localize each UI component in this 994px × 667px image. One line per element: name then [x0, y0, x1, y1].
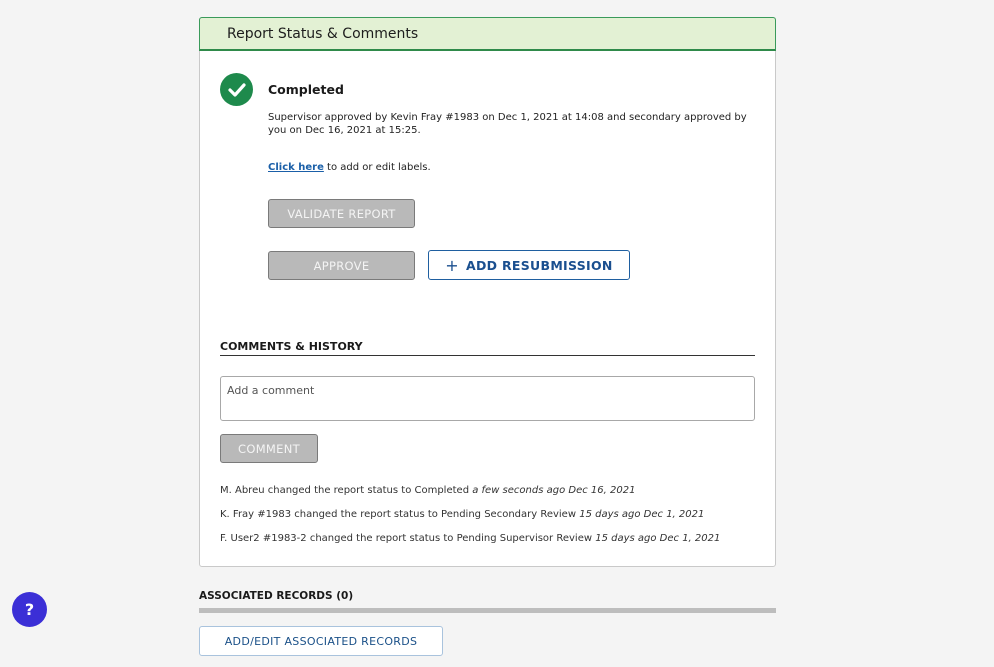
history-item [220, 532, 720, 556]
history-text: M. Abreu changed the report status to Completed [220, 485, 473, 496]
history-time: a few seconds ago Dec 16, 2021 [472, 485, 636, 496]
status-title: Completed [268, 82, 344, 97]
history-item [220, 484, 720, 508]
approve-button[interactable]: APPROVE [268, 251, 415, 280]
history-time: 15 days ago Dec 1, 2021 [595, 533, 721, 544]
comment-button[interactable]: COMMENT [220, 434, 318, 463]
help-label: ? [24, 600, 35, 619]
validate-report-button[interactable]: VALIDATE REPORT [268, 199, 415, 228]
associated-records-divider [199, 608, 776, 613]
add-edit-associated-records-button[interactable]: ADD/EDIT ASSOCIATED RECORDS [199, 626, 443, 656]
check-circle-icon [220, 73, 253, 106]
labels-text: to add or edit labels. [323, 162, 431, 173]
associated-records-heading: ASSOCIATED RECORDS (0) [199, 590, 354, 602]
add-resubmission-label: ADD RESUBMISSION [466, 257, 613, 273]
question-mark-icon[interactable] [12, 592, 47, 627]
history-time: 15 days ago Dec 1, 2021 [579, 509, 705, 520]
comment-input[interactable] [220, 376, 755, 421]
history-item [220, 508, 720, 532]
edit-labels-link[interactable]: Click here [268, 162, 324, 173]
report-status-panel [199, 17, 776, 567]
history-list [220, 484, 720, 556]
panel-title: Report Status & Comments [227, 25, 419, 42]
labels-line [268, 162, 431, 173]
comments-history-heading: COMMENTS & HISTORY [220, 340, 755, 356]
history-text: F. User2 #1983-2 changed the report status to Pending Supervisor Review [220, 533, 596, 544]
panel-header [199, 17, 776, 51]
history-text: K. Fray #1983 changed the report status to Pending Secondary Review [220, 509, 580, 520]
plus-icon: + [445, 255, 459, 275]
status-description: Supervisor approved by Kevin Fray #1983 on Dec 1, 2021 at 14:08 and secondary approved by you on Dec 16, 2021 at 15:25. [268, 112, 747, 136]
add-resubmission-button[interactable] [428, 250, 630, 280]
